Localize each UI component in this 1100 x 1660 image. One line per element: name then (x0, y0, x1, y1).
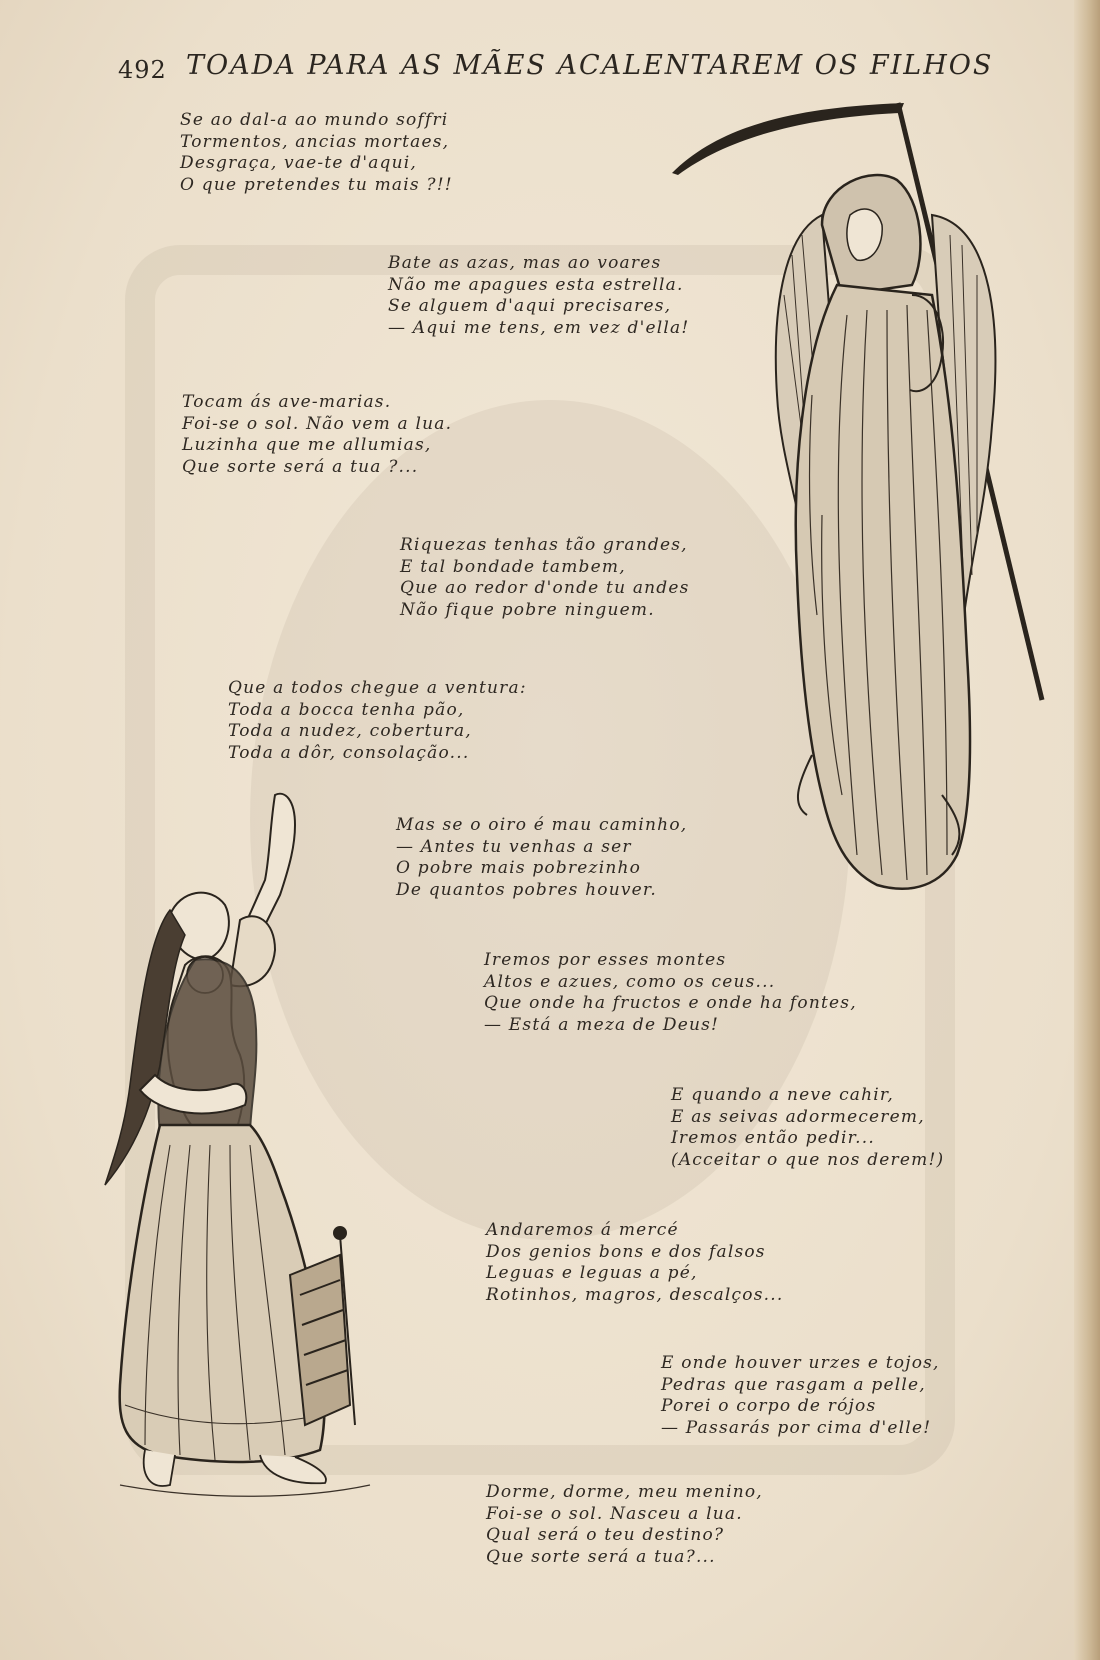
verse-line: O pobre mais pobrezinho (396, 858, 642, 878)
verse-line: Toda a dôr, consolação... (228, 742, 470, 763)
mother-with-child-illustration (100, 785, 430, 1575)
book-spine-edge (1074, 0, 1100, 1660)
verse-line: Bate as azas, mas ao voares (388, 253, 662, 273)
verse-line: Que sorte será a tua ?... (182, 456, 419, 477)
stanza-6 (396, 815, 687, 901)
stanza-5 (228, 678, 527, 764)
verse-line: Qual será o teu destino? (486, 1525, 725, 1545)
verse-line: Leguas e leguas a pé, (486, 1263, 698, 1283)
verse-line: Que onde ha fructos e onde ha fontes, (484, 993, 857, 1013)
verse-line: Que a todos chegue a ventura: (228, 678, 527, 698)
verse-line: Dos genios bons e dos falsos (486, 1241, 766, 1262)
verse-line: O que pretendes tu mais ?!! (180, 174, 453, 195)
verse-line: E tal bondade tambem, (400, 556, 626, 577)
verse-line: E as seivas adormecerem, (671, 1106, 925, 1127)
stanza-2 (388, 253, 689, 339)
verse-line: Dorme, dorme, meu menino, (486, 1482, 763, 1502)
stanza-1 (180, 110, 453, 196)
verse-line: Que ao redor d'onde tu andes (400, 578, 690, 598)
verse-line: Não fique pobre ninguem. (400, 599, 655, 620)
verse-line: Rotinhos, magros, descalços... (486, 1284, 784, 1305)
verse-line: Luzinha que me allumias, (182, 435, 432, 455)
verse-line: Que sorte será a tua?... (486, 1546, 716, 1567)
stanza-10 (661, 1353, 940, 1439)
stanza-4 (400, 535, 690, 621)
verse-line: Altos e azues, como os ceus... (484, 971, 776, 992)
verse-line: — Aqui me tens, em vez d'ella! (388, 317, 690, 338)
verse-line: — Antes tu venhas a ser (396, 836, 632, 857)
page-number: 492 (118, 56, 167, 84)
verse-line: Mas se o oiro é mau caminho, (396, 815, 688, 835)
verse-line: E quando a neve cahir, (671, 1085, 894, 1105)
verse-line: Se alguem d'aqui precisares, (388, 296, 672, 316)
verse-line: E onde houver urzes e tojos, (661, 1353, 940, 1373)
verse-line: — Está a meza de Deus! (484, 1014, 720, 1035)
angel-of-death-illustration (672, 95, 1052, 935)
stanza-8 (671, 1085, 944, 1171)
page-header (118, 48, 994, 88)
verse-line: Tormentos, ancias mortaes, (180, 131, 450, 152)
verse-line: Tocam ás ave-marias. (182, 392, 392, 412)
verse-line: Iremos então pedir... (671, 1128, 875, 1148)
verse-line: Foi-se o sol. Nasceu a lua. (486, 1503, 743, 1524)
verse-line: Andaremos á mercé (486, 1220, 679, 1240)
verse-line: — Passarás por cima d'elle! (661, 1417, 932, 1438)
verse-line: Foi-se o sol. Não vem a lua. (182, 413, 453, 434)
verse-line: Porei o corpo de rójos (661, 1396, 877, 1416)
stanza-9 (486, 1220, 783, 1306)
verse-line: (Acceitar o que nos derem!) (671, 1149, 945, 1170)
verse-line: Não me apagues esta estrella. (388, 274, 684, 295)
verse-line: Toda a nudez, cobertura, (228, 721, 472, 741)
running-title: TOADA PARA AS MÃES ACALENTAREM OS FILHOS (186, 50, 994, 81)
verse-line: Riquezas tenhas tão grandes, (400, 535, 688, 555)
stanza-3 (182, 392, 452, 478)
stanza-11 (486, 1482, 763, 1568)
stanza-7 (484, 950, 857, 1036)
verse-line: Iremos por esses montes (484, 950, 727, 970)
verse-line: Desgraça, vae-te d'aqui, (180, 153, 418, 173)
verse-line: Pedras que rasgam a pelle, (661, 1374, 926, 1395)
verse-line: De quantos pobres houver. (396, 879, 657, 900)
verse-line: Se ao dal-a ao mundo soffri (180, 110, 449, 130)
verse-line: Toda a bocca tenha pão, (228, 699, 465, 720)
